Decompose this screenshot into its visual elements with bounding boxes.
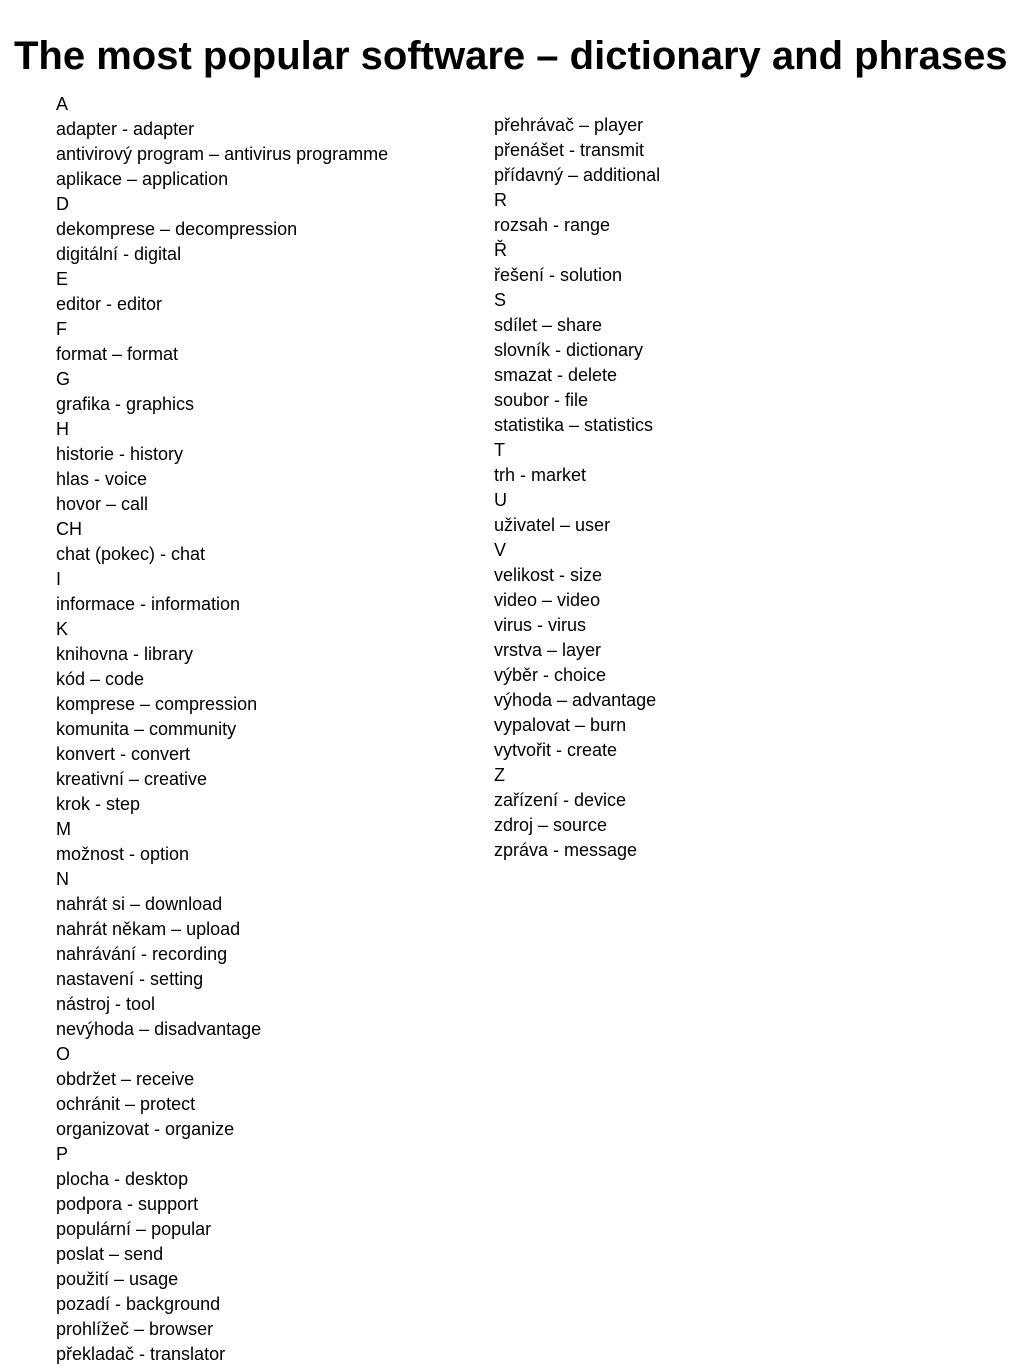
letter-heading: T <box>494 440 505 460</box>
letter-heading: O <box>56 1044 71 1064</box>
dictionary-entry: možnost - option <box>56 844 190 864</box>
letter-heading: P <box>56 1144 69 1164</box>
dictionary-entry: trh - market <box>494 465 587 485</box>
dictionary-entry: statistika – statistics <box>494 415 654 435</box>
dictionary-entry: historie - history <box>56 444 184 464</box>
dictionary-entry: překladač - translator <box>56 1344 226 1364</box>
dictionary-entry: kreativní – creative <box>56 769 208 789</box>
letter-heading: K <box>56 619 69 639</box>
dictionary-entry: uživatel – user <box>494 515 611 535</box>
dictionary-entry: grafika - graphics <box>56 394 195 414</box>
dictionary-entry: komprese – compression <box>56 694 258 714</box>
letter-heading: H <box>56 419 69 439</box>
dictionary-entry: dekomprese – decompression <box>56 219 298 239</box>
dictionary-entry: aplikace – application <box>56 169 229 189</box>
dictionary-entry: pozadí - background <box>56 1294 221 1314</box>
dictionary-entry: podpora - support <box>56 1194 199 1214</box>
dictionary-entry: vrstva – layer <box>494 640 602 660</box>
letter-heading: S <box>494 290 507 310</box>
letter-heading: CH <box>56 519 82 539</box>
letter-heading: E <box>56 269 69 289</box>
dictionary-entry: konvert - convert <box>56 744 191 764</box>
dictionary-entry: kód – code <box>56 669 145 689</box>
dictionary-entry: populární – popular <box>56 1219 212 1239</box>
dictionary-entry: hovor – call <box>56 494 149 514</box>
letter-heading: G <box>56 369 71 389</box>
letter-heading: A <box>56 94 69 114</box>
dictionary-entry: antivirový program – antivirus programme <box>56 144 389 164</box>
dictionary-column-right <box>494 113 660 863</box>
dictionary-entry: hlas - voice <box>56 469 148 489</box>
dictionary-entry: zařízení - device <box>494 790 627 810</box>
dictionary-entry: digitální - digital <box>56 244 182 264</box>
dictionary-column-left <box>56 92 388 1367</box>
dictionary-entry: sdílet – share <box>494 315 603 335</box>
dictionary-entry: prohlížeč – browser <box>56 1319 214 1339</box>
dictionary-entry: vypalovat – burn <box>494 715 627 735</box>
dictionary-entry: přehrávač – player <box>494 115 644 135</box>
dictionary-entry: zpráva - message <box>494 840 638 860</box>
dictionary-entry: nástroj - tool <box>56 994 156 1014</box>
dictionary-entry: editor - editor <box>56 294 163 314</box>
letter-heading: M <box>56 819 71 839</box>
dictionary-entry: použití – usage <box>56 1269 179 1289</box>
dictionary-entry: format – format <box>56 344 179 364</box>
dictionary-entry: komunita – community <box>56 719 237 739</box>
dictionary-entry: plocha - desktop <box>56 1169 189 1189</box>
dictionary-entry: smazat - delete <box>494 365 618 385</box>
dictionary-entry: výběr - choice <box>494 665 607 685</box>
dictionary-entry: poslat – send <box>56 1244 164 1264</box>
letter-heading: V <box>494 540 507 560</box>
dictionary-entry: informace - information <box>56 594 241 614</box>
letter-heading: N <box>56 869 69 889</box>
dictionary-entry: nahrát si – download <box>56 894 223 914</box>
dictionary-entry: výhoda – advantage <box>494 690 657 710</box>
dictionary-entry: ochránit – protect <box>56 1094 196 1114</box>
dictionary-entry: vytvořit - create <box>494 740 618 760</box>
dictionary-entry: adapter - adapter <box>56 119 195 139</box>
letter-heading: Z <box>494 765 505 785</box>
dictionary-entry: přídavný – additional <box>494 165 661 185</box>
dictionary-entry: krok - step <box>56 794 141 814</box>
dictionary-entry: obdržet – receive <box>56 1069 195 1089</box>
dictionary-entry: chat (pokec) - chat <box>56 544 206 564</box>
letter-heading: F <box>56 319 67 339</box>
dictionary-entry: virus - virus <box>494 615 587 635</box>
letter-heading: U <box>494 490 507 510</box>
letter-heading: Ř <box>494 240 507 260</box>
dictionary-entry: nastavení - setting <box>56 969 204 989</box>
dictionary-entry: přenášet - transmit <box>494 140 645 160</box>
dictionary-entry: video – video <box>494 590 601 610</box>
letter-heading: R <box>494 190 507 210</box>
dictionary-entry: nahrát někam – upload <box>56 919 241 939</box>
dictionary-entry: organizovat - organize <box>56 1119 235 1139</box>
page-title: The most popular software – dictionary and phrases <box>14 34 1008 78</box>
letter-heading: I <box>56 569 62 589</box>
dictionary-entry: soubor - file <box>494 390 589 410</box>
dictionary-entry: řešení - solution <box>494 265 623 285</box>
dictionary-entry: velikost - size <box>494 565 603 585</box>
dictionary-entry: knihovna - library <box>56 644 194 664</box>
letter-heading: D <box>56 194 69 214</box>
dictionary-entry: zdroj – source <box>494 815 608 835</box>
dictionary-entry: slovník - dictionary <box>494 340 644 360</box>
dictionary-entry: rozsah - range <box>494 215 611 235</box>
dictionary-entry: nahrávání - recording <box>56 944 228 964</box>
dictionary-entry: nevýhoda – disadvantage <box>56 1019 262 1039</box>
